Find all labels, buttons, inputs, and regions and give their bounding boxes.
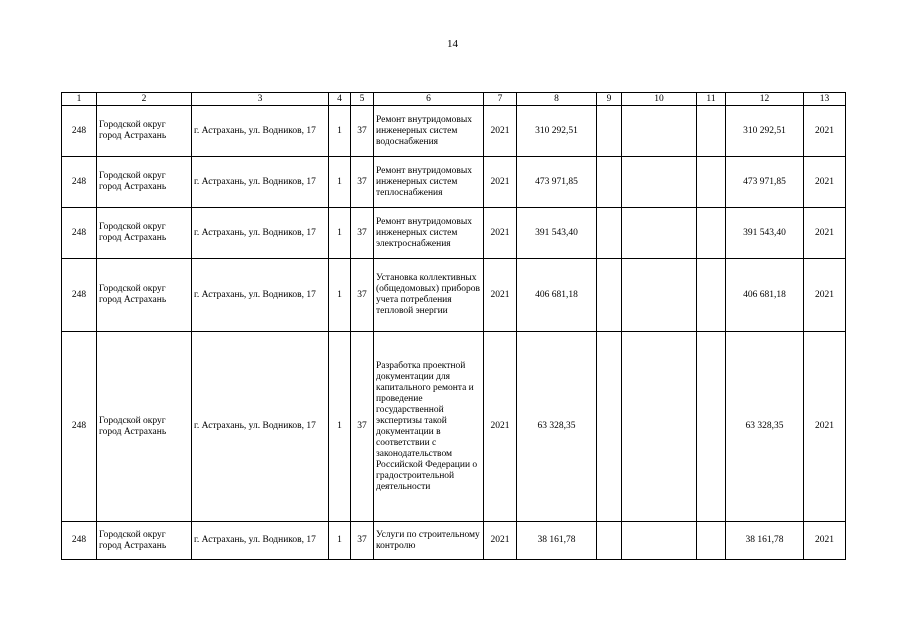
column-header-13: 13: [804, 93, 846, 106]
empty-cell-10: [622, 106, 697, 157]
header-row: [62, 93, 846, 106]
column-header-11: 11: [697, 93, 726, 106]
row-number-cell: 248: [62, 332, 97, 522]
column-header-3: 3: [192, 93, 329, 106]
table-row: [62, 106, 846, 157]
row-number-cell: 248: [62, 157, 97, 208]
table-row: [62, 332, 846, 522]
work-type-cell: Услуги по строительному контролю: [374, 522, 484, 560]
empty-cell-10: [622, 332, 697, 522]
empty-cell-9: [597, 208, 622, 259]
municipality-cell: Городской округ город Астрахань: [97, 332, 192, 522]
empty-cell-11: [697, 157, 726, 208]
quantity-cell: 1: [329, 106, 351, 157]
completion-year-cell: 2021: [804, 106, 846, 157]
row-number-cell: 248: [62, 259, 97, 332]
column-header-1: 1: [62, 93, 97, 106]
quantity-cell: 1: [329, 259, 351, 332]
empty-cell-10: [622, 157, 697, 208]
municipality-cell: Городской округ город Астрахань: [97, 522, 192, 560]
empty-cell-9: [597, 157, 622, 208]
municipality-cell: Городской округ город Астрахань: [97, 106, 192, 157]
completion-year-cell: 2021: [804, 208, 846, 259]
cost-cell: 63 328,35: [517, 332, 597, 522]
empty-cell-11: [697, 208, 726, 259]
empty-cell-9: [597, 106, 622, 157]
code-cell: 37: [351, 208, 374, 259]
empty-cell-10: [622, 259, 697, 332]
total-cost-cell: 406 681,18: [726, 259, 804, 332]
quantity-cell: 1: [329, 522, 351, 560]
cost-cell: 310 292,51: [517, 106, 597, 157]
cost-cell: 406 681,18: [517, 259, 597, 332]
row-number-cell: 248: [62, 106, 97, 157]
column-header-4: 4: [329, 93, 351, 106]
column-header-12: 12: [726, 93, 804, 106]
work-type-cell: Разработка проектной документации для капитального ремонта и проведение государственной экспертизы такой документации в соответствии с законодательством Российской Федерации о градостроительной деятельности: [374, 332, 484, 522]
empty-cell-10: [622, 208, 697, 259]
table-row: [62, 522, 846, 560]
total-cost-cell: 310 292,51: [726, 106, 804, 157]
cost-cell: 473 971,85: [517, 157, 597, 208]
column-header-7: 7: [484, 93, 517, 106]
empty-cell-9: [597, 332, 622, 522]
column-header-2: 2: [97, 93, 192, 106]
empty-cell-11: [697, 332, 726, 522]
column-header-6: 6: [374, 93, 484, 106]
address-cell: г. Астрахань, ул. Водников, 17: [192, 522, 329, 560]
address-cell: г. Астрахань, ул. Водников, 17: [192, 106, 329, 157]
capital-repair-table: [61, 92, 846, 560]
total-cost-cell: 473 971,85: [726, 157, 804, 208]
table-row: [62, 157, 846, 208]
municipality-cell: Городской округ город Астрахань: [97, 259, 192, 332]
quantity-cell: 1: [329, 208, 351, 259]
code-cell: 37: [351, 522, 374, 560]
table-row: [62, 208, 846, 259]
quantity-cell: 1: [329, 332, 351, 522]
empty-cell-11: [697, 522, 726, 560]
year-cell: 2021: [484, 522, 517, 560]
completion-year-cell: 2021: [804, 332, 846, 522]
total-cost-cell: 63 328,35: [726, 332, 804, 522]
code-cell: 37: [351, 259, 374, 332]
year-cell: 2021: [484, 157, 517, 208]
empty-cell-9: [597, 522, 622, 560]
table-row: [62, 259, 846, 332]
completion-year-cell: 2021: [804, 157, 846, 208]
address-cell: г. Астрахань, ул. Водников, 17: [192, 332, 329, 522]
address-cell: г. Астрахань, ул. Водников, 17: [192, 157, 329, 208]
work-type-cell: Ремонт внутридомовых инженерных систем водоснабжения: [374, 106, 484, 157]
completion-year-cell: 2021: [804, 259, 846, 332]
empty-cell-10: [622, 522, 697, 560]
total-cost-cell: 391 543,40: [726, 208, 804, 259]
total-cost-cell: 38 161,78: [726, 522, 804, 560]
municipality-cell: Городской округ город Астрахань: [97, 157, 192, 208]
municipality-cell: Городской округ город Астрахань: [97, 208, 192, 259]
work-type-cell: Ремонт внутридомовых инженерных систем теплоснабжения: [374, 157, 484, 208]
row-number-cell: 248: [62, 522, 97, 560]
year-cell: 2021: [484, 106, 517, 157]
empty-cell-9: [597, 259, 622, 332]
column-header-10: 10: [622, 93, 697, 106]
cost-cell: 38 161,78: [517, 522, 597, 560]
work-type-cell: Установка коллективных (общедомовых) приборов учета потребления тепловой энергии: [374, 259, 484, 332]
year-cell: 2021: [484, 259, 517, 332]
column-header-8: 8: [517, 93, 597, 106]
empty-cell-11: [697, 106, 726, 157]
column-header-5: 5: [351, 93, 374, 106]
code-cell: 37: [351, 157, 374, 208]
work-type-cell: Ремонт внутридомовых инженерных систем электроснабжения: [374, 208, 484, 259]
completion-year-cell: 2021: [804, 522, 846, 560]
empty-cell-11: [697, 259, 726, 332]
year-cell: 2021: [484, 332, 517, 522]
cost-cell: 391 543,40: [517, 208, 597, 259]
address-cell: г. Астрахань, ул. Водников, 17: [192, 259, 329, 332]
code-cell: 37: [351, 106, 374, 157]
address-cell: г. Астрахань, ул. Водников, 17: [192, 208, 329, 259]
row-number-cell: 248: [62, 208, 97, 259]
code-cell: 37: [351, 332, 374, 522]
quantity-cell: 1: [329, 157, 351, 208]
page-number: 14: [447, 38, 458, 50]
year-cell: 2021: [484, 208, 517, 259]
column-header-9: 9: [597, 93, 622, 106]
